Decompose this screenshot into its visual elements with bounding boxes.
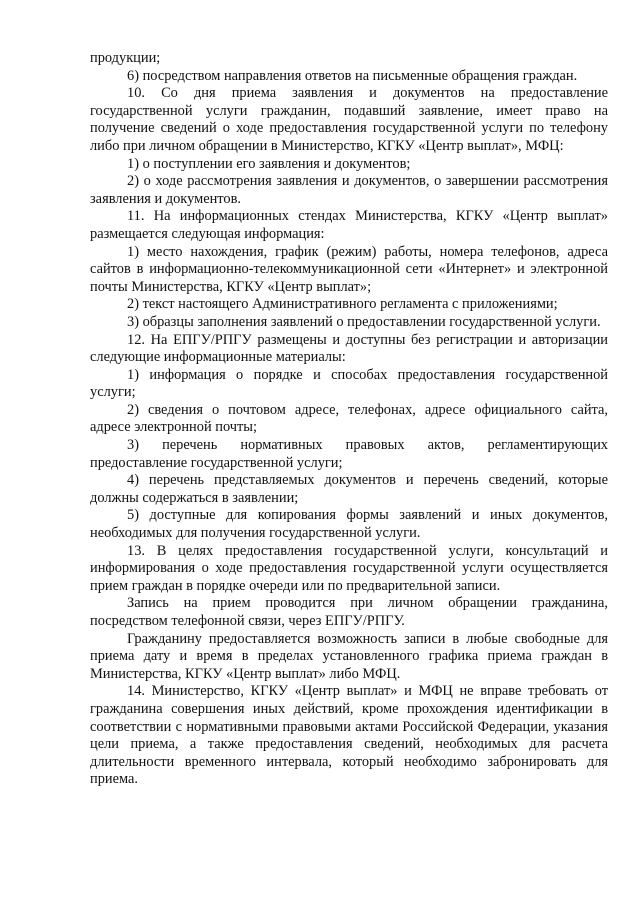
paragraph-item-4: 4) перечень представляемых документов и перечень сведений, которые должны содержаться в заявлении; [90, 472, 608, 506]
paragraph-text: Запись на прием проводится при личном обращении гражданина, посредством телефонной связи, через ЕПГУ/РПГУ. [90, 595, 608, 629]
paragraph-item-3: 3) перечень нормативных правовых актов, регламентирующих предоставление государственной услуги; [90, 437, 608, 471]
paragraph-text: Гражданину предоставляется возможность записи в любые свободные для приема дату и время в пределах установленного графика приема граждан в Министерства, КГКУ «Центр выплат» либо МФЦ. [90, 630, 608, 682]
paragraph-item-3: 3) образцы заполнения заявлений о предоставлении государственной услуги. [127, 313, 601, 330]
paragraph-item-2: 2) сведения о почтовом адресе, телефонах, адресе официального сайта, адресе электронной почты; [90, 401, 608, 436]
paragraph-item-1: 1) о поступлении его заявления и документов; [127, 155, 411, 172]
paragraph-item-5: 5) доступные для копирования формы заявлений и иных документов, необходимых для получения государственной услуги. [90, 507, 608, 542]
paragraph-item-1: 1) место нахождения, график (режим) работы, номера телефонов, адреса сайтов в информационно-телекоммуникационной сети «Интернет» и электронной почты Министерства, КГКУ «Центр выплат»; [90, 243, 608, 295]
paragraph-clause-12: 12. На ЕПГУ/РПГУ размещены и доступны без регистрации и авторизации следующие информационные материалы: [90, 331, 608, 366]
paragraph-item-1: 1) информация о порядке и способах предоставления государственной услуги; [90, 366, 608, 401]
document-body [90, 50, 608, 789]
paragraph-item-2: 2) о ходе рассмотрения заявления и документов, о завершении рассмотрения заявления и документов. [90, 173, 608, 207]
paragraph-item-2: 2) текст настоящего Административного регламента с приложениями; [127, 296, 558, 313]
paragraph-clause-13: 13. В целях предоставления государственной услуги, консультаций и информирования о ходе предоставления государственной услуги осуществляется прием граждан в порядке очереди или по предварительной записи. [90, 542, 608, 594]
paragraph-item-6: 6) посредством направления ответов на письменные обращения граждан. [127, 67, 578, 84]
paragraph-clause-14: 14. Министерство, КГКУ «Центр выплат» и МФЦ не вправе требовать от гражданина совершения иных действий, кроме прохождения идентификации в соответствии с нормативными правовыми актами Российской Федерации, указания цели приема, а также предоставления сведений, необходимых для расчета длительности временного интервала, который необходимо забронировать для приема. [90, 683, 608, 788]
paragraph-continuation: продукции; [90, 50, 161, 66]
paragraph-clause-11: 11. На информационных стендах Министерства, КГКУ «Центр выплат» размещается следующая информация: [90, 208, 608, 242]
paragraph-clause-10: 10. Со дня приема заявления и документов на предоставление государственной услуги гражданин, подавший заявление, имеет право на получение сведений о ходе предоставления государственной услуги по телефону либо при личном обращении в Министерство, КГКУ «Центр выплат», МФЦ: [90, 85, 608, 154]
